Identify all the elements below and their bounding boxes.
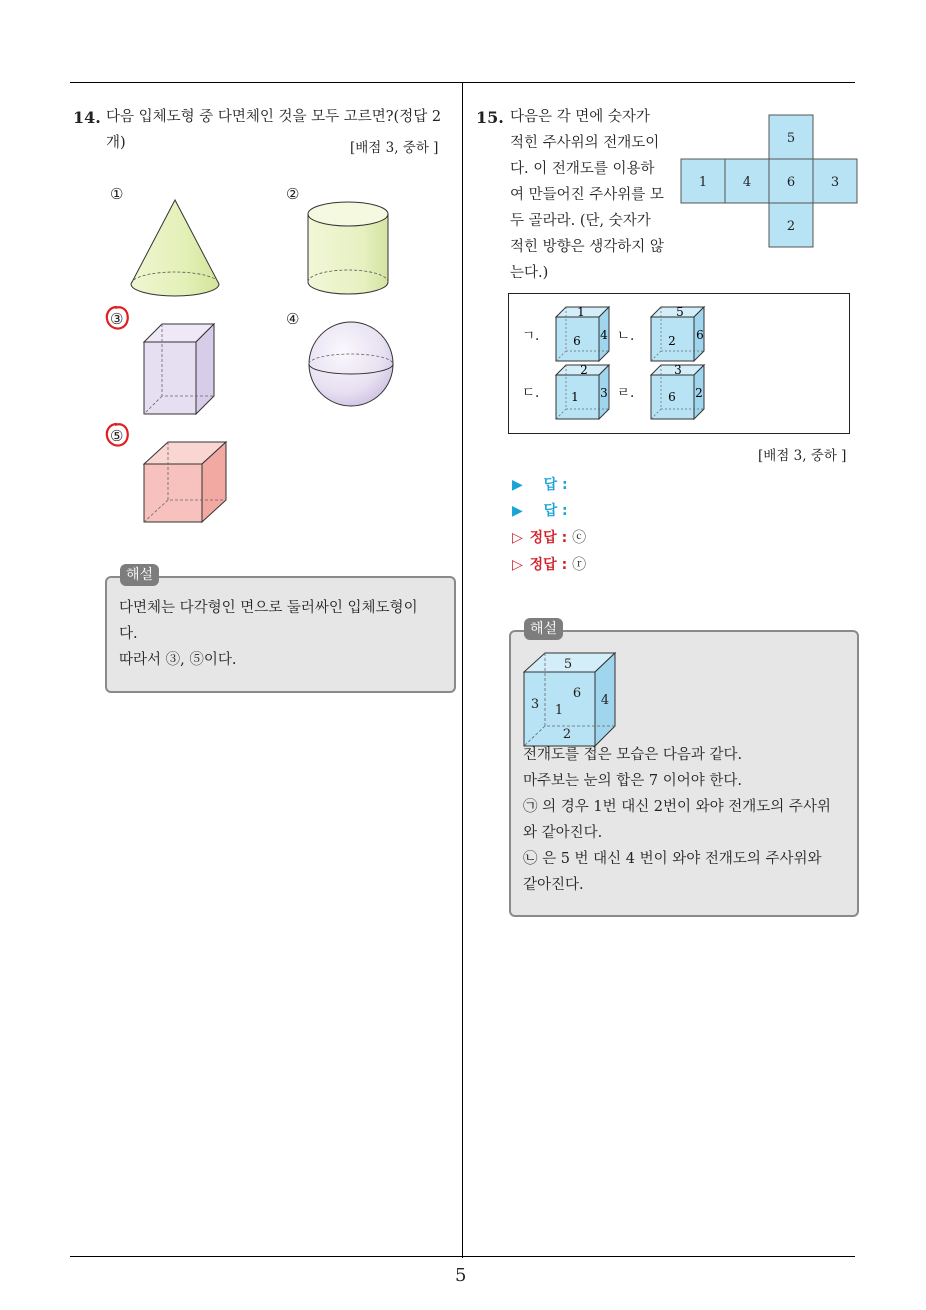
bottom-rule xyxy=(70,1256,855,1257)
correct-marker: ▷ xyxy=(512,557,523,573)
choice-cube-1 xyxy=(555,306,613,362)
choice-label-3: ㄷ. xyxy=(522,385,540,401)
net-number-top: 5 xyxy=(786,131,796,146)
cube4-top: 3 xyxy=(674,364,682,377)
net-number-row-1: 1 xyxy=(698,175,708,190)
answer-label: 답 : xyxy=(543,503,568,519)
choice-cube-2 xyxy=(650,306,708,362)
q15-explanation-line: ㉡ 은 5 번 대신 4 번이 와야 전개도의 주사위와 xyxy=(523,851,822,867)
cube2-top: 5 xyxy=(676,306,684,319)
cube1-side: 4 xyxy=(600,328,608,342)
cube3-side: 3 xyxy=(600,386,608,400)
q15-text-line: 다. 이 전개도를 이용하 xyxy=(510,161,655,177)
sphere-figure xyxy=(307,320,395,408)
q14-option-3-label: ③ xyxy=(110,310,124,328)
net-number-row-4: 3 xyxy=(830,175,840,190)
answer-marker: ▶ xyxy=(512,477,523,493)
q14-option-1-label: ① xyxy=(110,185,124,203)
correct-value: ⓒ xyxy=(572,530,587,546)
q15-explanation-line: ㉠ 의 경우 1번 대신 2번이 와야 전개도의 주사위 xyxy=(523,799,831,815)
cone-figure xyxy=(128,198,222,300)
q14-explanation-line: 다. xyxy=(119,626,138,642)
ex-cube-front: 6 xyxy=(572,686,582,701)
q15-score: [배점 3, 중하 ] xyxy=(758,448,847,464)
explanation-cube xyxy=(523,652,619,748)
cube-figure xyxy=(142,440,228,524)
cube4-side: 2 xyxy=(695,386,703,400)
ex-cube-side: 4 xyxy=(600,693,610,708)
cube1-front: 6 xyxy=(573,334,581,348)
answer-marker: ▶ xyxy=(512,503,523,519)
q15-number: 15. xyxy=(476,108,504,127)
q15-text-line: 여 만들어진 주사위를 모 xyxy=(510,187,664,203)
q14-number: 14. xyxy=(73,108,101,127)
cube2-front: 2 xyxy=(668,334,676,348)
correct-label: 정답 : xyxy=(529,530,568,546)
page-number: 5 xyxy=(455,1265,467,1286)
cube3-top: 2 xyxy=(580,364,588,377)
q14-option-2-label: ② xyxy=(286,185,300,203)
q15-text-line: 두 골라라. (단, 숫자가 xyxy=(510,213,651,229)
q15-text-line: 는다.) xyxy=(510,265,549,281)
answer-label: 답 : xyxy=(543,477,568,493)
q14-explanation-box xyxy=(105,576,456,693)
correct-marker: ▷ xyxy=(512,530,523,546)
correct-label: 정답 : xyxy=(529,557,568,573)
red-mark-option-3 xyxy=(104,304,130,332)
rectangular-prism-figure xyxy=(142,322,218,416)
q15-explanation-line: 같아진다. xyxy=(523,877,584,893)
q15-explanation-line: 마주보는 눈의 합은 7 이어야 한다. xyxy=(523,773,742,789)
answer-line-1 xyxy=(512,474,568,494)
q15-text-line: 다음은 각 면에 숫자가 xyxy=(510,109,650,125)
q14-text-line1: 다음 입체도형 중 다면체인 것을 모두 고르면?(정답 2 xyxy=(106,109,442,125)
net-number-row-3: 6 xyxy=(786,175,796,190)
answer-line-2 xyxy=(512,500,568,520)
ex-cube-inner: 1 xyxy=(554,703,564,718)
choice-cube-3 xyxy=(555,364,613,420)
cube2-side: 6 xyxy=(696,328,704,342)
correct-answer-line-2 xyxy=(512,554,586,574)
ex-cube-top: 5 xyxy=(563,657,573,672)
q15-explanation-tag: 해설 xyxy=(524,618,563,640)
choice-cube-4 xyxy=(650,364,708,420)
q14-score: [배점 3, 중하 ] xyxy=(350,140,439,156)
correct-value: ⓡ xyxy=(572,557,587,573)
cube1-top: 1 xyxy=(577,306,585,319)
q14-option-5-label: ⑤ xyxy=(110,427,124,445)
q15-text-line: 적힌 방향은 생각하지 않 xyxy=(510,239,664,255)
ex-cube-bottom: 2 xyxy=(562,727,572,742)
dice-net xyxy=(680,114,860,250)
q14-option-4-label: ④ xyxy=(286,310,300,328)
column-divider xyxy=(462,82,463,1258)
q14-explanation-line: 다면체는 다각형인 면으로 둘러싸인 입체도형이 xyxy=(119,600,418,616)
q15-question-text xyxy=(510,104,670,286)
choice-label-1: ㄱ. xyxy=(522,328,540,344)
q14-text-line2: 개) xyxy=(106,135,126,151)
choice-label-4: ㄹ. xyxy=(617,385,635,401)
net-number-bottom: 2 xyxy=(786,219,796,234)
choice-label-2: ㄴ. xyxy=(617,328,635,344)
q15-explanation-line: 전개도를 접은 모습은 다음과 같다. xyxy=(523,747,743,763)
net-number-row-2: 4 xyxy=(742,175,752,190)
q14-explanation-tag: 해설 xyxy=(120,564,159,586)
cylinder-figure xyxy=(306,200,390,298)
q14-explanation-line: 따라서 ③, ⑤이다. xyxy=(119,652,237,668)
cube3-front: 1 xyxy=(571,390,579,404)
red-mark-option-5 xyxy=(104,421,130,449)
cube4-front: 6 xyxy=(668,390,676,404)
correct-answer-line-1 xyxy=(512,527,586,547)
q15-explanation-line: 와 같아진다. xyxy=(523,825,603,841)
q15-text-line: 적힌 주사위의 전개도이 xyxy=(510,135,660,151)
ex-cube-left: 3 xyxy=(530,697,540,712)
q15-explanation-box xyxy=(509,630,859,917)
